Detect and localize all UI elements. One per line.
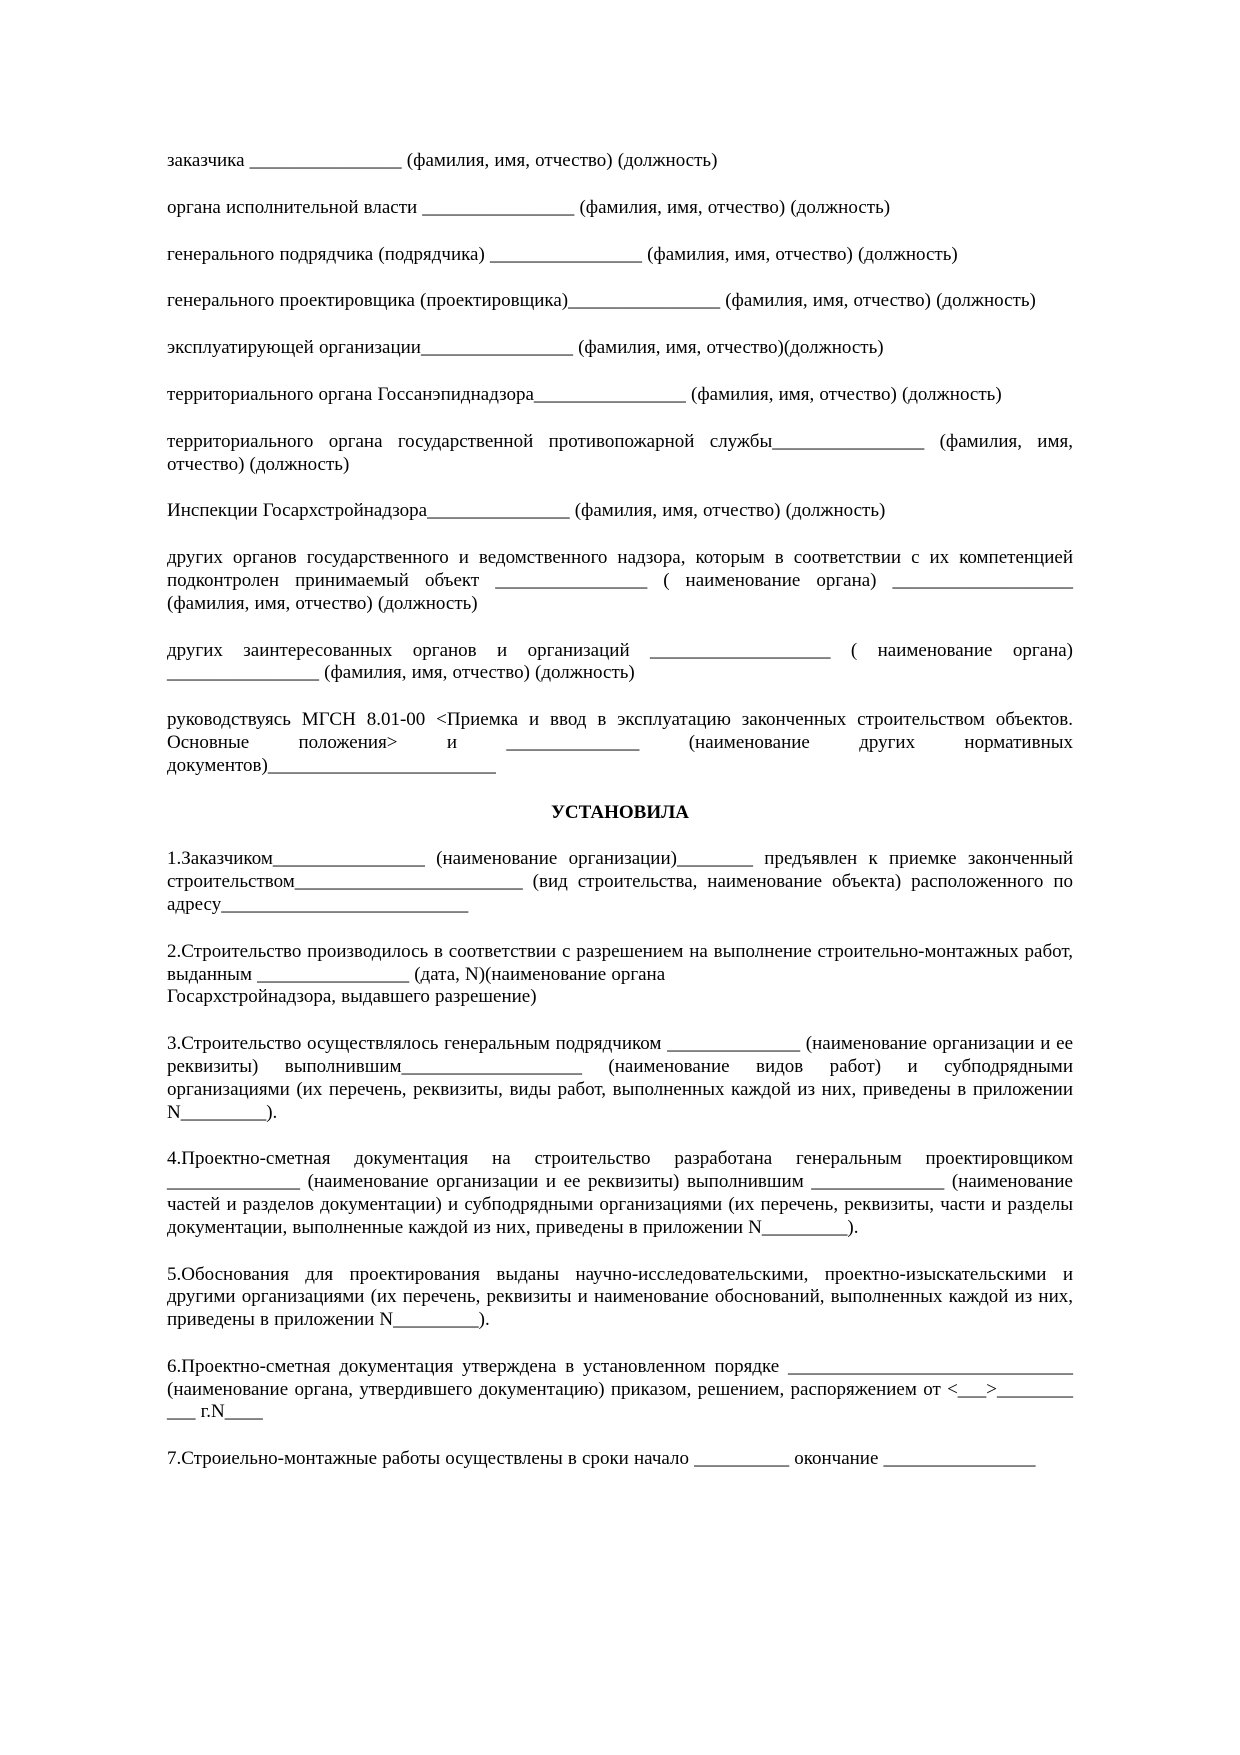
clause-4-design-documentation: 4.Проектно-сметная документация на строительство разработана генеральным проектировщиком ______________ (наименование организации и ее реквизиты) выполнившим ______________ (наименование частей и разделов документации) и субподрядными организациями (их перечень, реквизиты, части и разделы документации, выполненные каждой из них, приведены в приложении N_________). [167,1148,1079,1238]
act-document-body [167,150,1079,1471]
clause-5-design-justifications: 5.Обоснования для проектирования выданы научно-исследовательскими, проектно-изыскательскими и другими организациями (их перечень, реквизиты и наименование обоснований, выполненных каждой из них, приведены в приложении N_________). [167,1263,1079,1331]
clause-3-general-contractor-works: 3.Строительство осуществлялось генеральным подрядчиком ______________ (наименование организации и ее реквизиты) выполнившим___________________ (наименование видов работ) и субподрядными организациями (их перечень, реквизиты, виды работ, выполненных каждой из них, приведены в приложении N_________). [167,1033,1079,1123]
clause-2-construction-permit: 2.Строительство производилось в соответствии с разрешением на выполнение строительно-монтажных работ, выданным ________________ (дата, N)(наименование органа Госархстройнадзора, выдавшего разрешение) [167,940,1073,1008]
party-clause-construction-inspection: Инспекции Госархстройнадзора_______________ (фамилия, имя, отчество) (должность) [167,500,886,522]
clause-1-customer-presented: 1.Заказчиком________________ (наименование организации)________ предъявлен к приемке законченный строительством________________________ (вид строительства, наименование объекта) расположенного по адресу__________________________ [167,848,1079,915]
party-clause-fire-service: территориального органа государственной противопожарной службы________________ (фамилия, имя, отчество) (должность) [167,430,1079,475]
guided-by-clause: руководствуясь МГСН 8.01-00 <Приемка и ввод в эксплуатацию законченных строительством объектов. Основные положения> и ______________ (наименование других нормативных документов)________________________ [167,709,1079,776]
clause-7-work-periods: 7.Строиельно-монтажные работы осуществлены в сроки начало __________ окончание ________________ [167,1448,1036,1470]
party-clause-general-designer: генерального проектировщика (проектировщика)________________ (фамилия, имя, отчество) (должность) [167,290,1036,312]
section-heading-ustanovila: УСТАНОВИЛА [550,801,689,823]
party-clause-sanitary-inspection: территориального органа Госсанэпиднадзора________________ (фамилия, имя, отчество) (должность) [167,383,1002,405]
party-clause-general-contractor: генерального подрядчика (подрядчика) ________________ (фамилия, имя, отчество) (должность) [167,243,958,265]
party-clause-customer: заказчика ________________ (фамилия, имя, отчество) (должность) [167,150,718,171]
party-clause-operating-organization: эксплуатирующей организации________________ (фамилия, имя, отчество)(должность) [167,337,884,359]
party-clause-other-interested-bodies: других заинтересованных органов и организаций ___________________ ( наименование органа) ________________ (фамилия, имя, отчество) (должность) [167,639,1079,684]
party-clause-other-supervision-bodies: других органов государственного и ведомственного надзора, которым в соответствии с их компетенцией подконтролен принимаемый объект ________________ ( наименование органа) ___________________ (фамилия, имя, отчество) (должность) [167,547,1079,614]
clause-6-documentation-approved: 6.Проектно-сметная документация утверждена в установленном порядке ______________________________ (наименование органа, утвердившего документацию) приказом, решением, распоряжением от <___>________ ___ г.N____ [167,1355,1079,1423]
party-clause-executive-authority: органа исполнительной власти ________________ (фамилия, имя, отчество) (должность) [167,196,891,218]
